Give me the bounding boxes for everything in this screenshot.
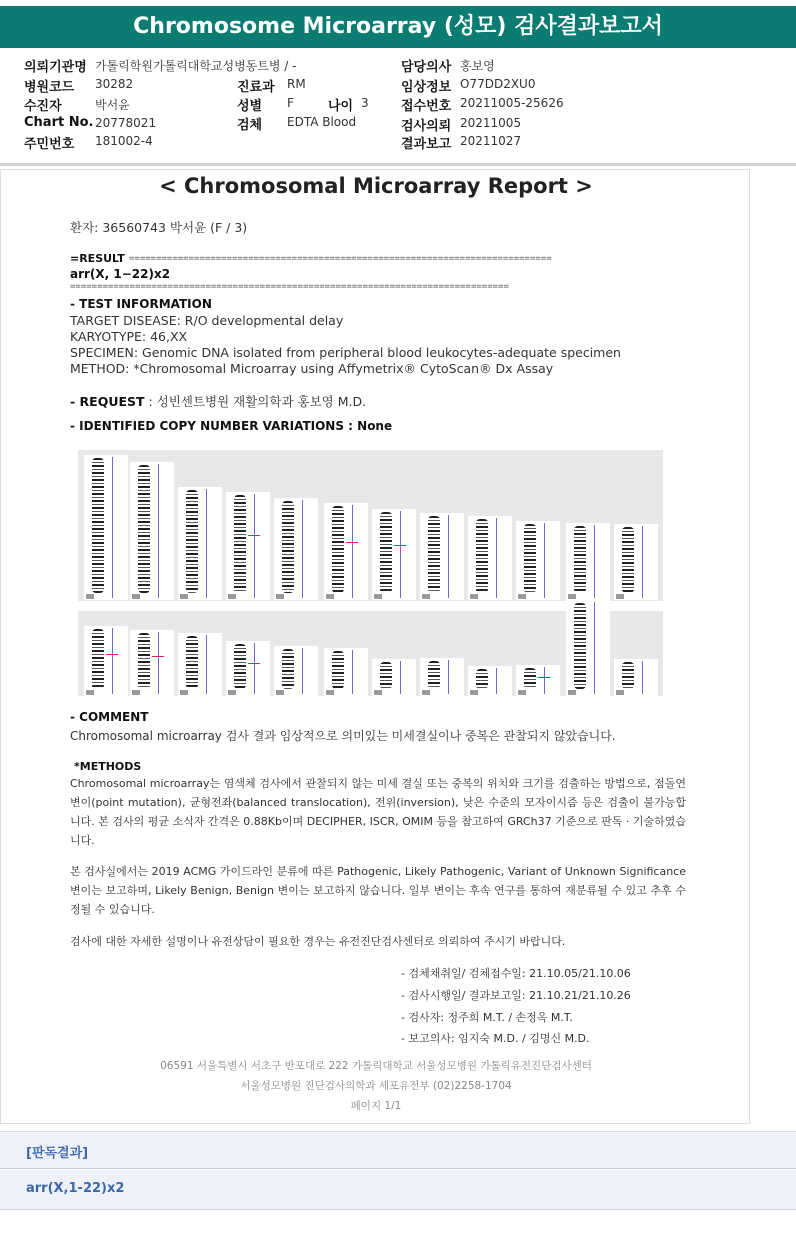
chromosome-tag [228,594,236,599]
info-label-institution: 의뢰기관명 [24,60,87,75]
methods-paragraph-3: 검사에 대한 자세한 설명이나 유전상담이 필요한 경우는 유전진단검사센터로 의뢰하여 주시기 바랍니다. [70,935,566,948]
chromosome-body [186,636,198,689]
chromosome-tag [86,594,94,599]
chromosome-tag [422,594,430,599]
copy-number-line [254,643,255,694]
chromosome-body [524,524,536,593]
chromosome-ideogram [130,462,174,600]
info-label-department: 진료과 [237,80,275,95]
chromosome-body [92,458,104,593]
info-label-patient: 수진자 [24,99,62,114]
signature-line: - 검체채취일/ 검체접수일: 21.10.05/21.10.06 [401,967,631,980]
copy-number-line [302,648,303,694]
chromosome-ideogram [468,516,512,600]
chromosome-body [186,490,198,593]
cnv-heading: - IDENTIFIED COPY NUMBER VARIATIONS : None [70,419,393,433]
chromosome-ideogram [274,498,318,600]
info-value-report-date: 20211027 [460,134,522,148]
info-value-specimen: EDTA Blood [287,115,357,129]
chromosome-body [234,644,246,689]
copy-number-line [544,667,545,694]
info-label-chart-no: Chart No. [24,115,94,130]
info-label-doctor: 담당의사 [401,60,452,75]
copy-number-line [544,523,545,598]
copy-number-line [594,602,595,694]
info-value-doctor: 홍보영 [460,59,495,73]
interpretation-row [0,1170,796,1210]
info-value-patient: 박서윤 [95,98,130,112]
copy-number-line [642,526,643,598]
chromosome-tag [276,594,284,599]
footer-address: 06591 서울특별시 서초구 반포대로 222 가톨릭대학교 서울성모병원 가톨릭유전진단검사센터 [160,1060,592,1072]
test-info-line: METHOD: *Chromosomal Microarray using Affymetrix® CytoScan® Dx Assay [70,361,554,376]
chromosome-body [574,526,586,593]
interpretation-heading: [판독결과] [26,1146,89,1161]
copy-number-line [206,489,207,598]
info-label-request-date: 검사의뢰 [401,119,452,134]
chromosome-ideogram [324,648,368,696]
copy-number-line [400,661,401,694]
copy-number-line [448,660,449,694]
copy-number-line [496,518,497,598]
chromosome-ideogram [420,513,464,600]
chromosome-ideogram [566,600,610,696]
copy-number-line [594,525,595,598]
info-label-age: 나이 [328,99,354,114]
chromosome-body [380,512,392,593]
copy-number-line [302,500,303,598]
chromosome-tag [132,594,140,599]
chromosome-ideogram [274,646,318,696]
chromosome-ideogram [84,626,128,696]
chromosome-body [332,506,344,593]
signature-line: - 검사시행일/ 결과보고일: 21.10.21/21.10.26 [401,989,631,1002]
copy-number-line [352,505,353,598]
marker-line [394,545,406,546]
test-info-line: SPECIMEN: Genomic DNA isolated from peripheral blood leukocytes-adequate specimen [70,345,621,360]
chromosome-tag [374,594,382,599]
chromosome-ideogram [226,492,270,600]
chromosome-tag [228,690,236,695]
chromosome-body [234,495,246,593]
chromosome-ideogram [226,641,270,696]
chromosome-ideogram [130,630,174,696]
copy-number-line [254,494,255,598]
chromosome-tag [180,690,188,695]
chromosome-tag [470,690,478,695]
comment-text: Chromosomal microarray 검사 결과 임상적으로 의미있는 미세결실이나 중복은 관찰되지 않았습니다. [70,729,616,743]
chromosome-tag [568,690,576,695]
chromosome-body [524,668,536,689]
info-label-report-date: 결과보고 [401,137,452,152]
marker-line [346,542,358,543]
request-label: - REQUEST [70,394,145,409]
copy-number-line [112,457,113,598]
chromosome-tag [616,690,624,695]
info-value-resident-no: 181002-4 [95,134,153,148]
report-heading: < Chromosomal Microarray Report > [159,174,593,198]
chromosome-ideogram [372,509,416,600]
copy-number-line [158,632,159,694]
info-label-hospital-code: 병원코드 [24,80,75,95]
chromosome-tag [276,690,284,695]
marker-line [248,663,260,664]
footer-department: 서울성모병원 진단검사의학과 세포유전부 (02)2258-1704 [240,1080,512,1092]
methods-paragraph-1: Chromosomal microarray는 염색체 검사에서 관찰되지 않는 미세 결실 또는 중복의 위치와 크기를 검출하는 방법으로, 점돌연변이(point mutation), 균형전좌(balanced translocation), 전위(inversion), 낮은 수준의 모자이시즘 등은 검출이 불가능합니다. 본 검사의 평균 소식자 간격은 0.88Kb이며 DECIPHER, ISCR, OMIM 등을 참고하여 GRCh37 기준으로 판독 · 기술하였습니다. [70,777,686,847]
chromosome-body [476,519,488,593]
copy-number-line [158,464,159,598]
copy-number-line [642,661,643,694]
copy-number-line [448,515,449,598]
chromosome-body [138,633,150,689]
chromosome-tag [422,690,430,695]
info-value-department: RM [287,77,306,91]
chromosome-ideogram [178,487,222,600]
chromosome-body [476,669,488,689]
comment-heading: - COMMENT [70,710,149,724]
copy-number-line [400,511,401,598]
chromosome-tag [616,594,624,599]
result-rule: ============================================================================== [129,254,552,264]
info-value-institution: 가톨릭학원가톨릭대학교성병동트병 / - [95,59,297,73]
chromosome-body [282,501,294,593]
test-info-heading: - TEST INFORMATION [70,297,212,311]
chromosome-tag [374,690,382,695]
interpretation-header [0,1131,796,1169]
chromosome-tag [132,690,140,695]
copy-number-line [496,668,497,694]
signature-line: - 검사자: 정주희 M.T. / 손정옥 M.T. [401,1011,573,1024]
chromosome-body [574,603,586,689]
copy-number-line [112,628,113,694]
chromosome-ideogram [614,659,658,696]
chromosome-body [428,516,440,593]
info-label-clinical-info: 임상정보 [401,80,452,95]
chromosome-ideogram [468,666,512,696]
test-info-line: KARYOTYPE: 46,XX [70,329,188,344]
page-number: 페이지 1/1 [350,1100,402,1112]
result-value: arr(X, 1−22)x2 [70,267,171,281]
info-value-sex: F [287,96,294,110]
chromosome-ideogram [516,665,560,696]
copy-number-line [352,650,353,694]
info-label-specimen: 검체 [237,118,263,133]
patient-line: 환자: 36560743 박서윤 (F / 3) [70,220,248,235]
chromosome-ideogram [566,523,610,600]
chromosome-body [92,629,104,689]
marker-line [152,656,164,657]
methods-heading: *METHODS [74,760,142,773]
methods-paragraph-2: 본 검사실에서는 2019 ACMG 가이드라인 분류에 따른 Pathogenic, Likely Pathogenic, Variant of Unknown Significance 변이는 보고하며, Likely Benign, Benign 변이는 보고하지 않습니다. 일부 변이는 후속 연구를 통하여 재분류될 수 있고 추후 수정될 수 있습니다. [70,865,686,916]
chromosome-body [282,649,294,689]
chromosome-ideogram [420,658,464,696]
signature-line: - 보고의사: 임지숙 M.D. / 김명신 M.D. [401,1032,590,1045]
chromosome-ideogram [372,659,416,696]
info-label-sex: 성별 [237,99,263,114]
chromosome-tag [86,690,94,695]
chromosome-tag [568,594,576,599]
chromosome-body [380,662,392,689]
chromosome-ideogram [614,524,658,600]
report-title-bar: Chromosome Microarray (성모) 검사결과보고서 [0,6,796,48]
chromosome-tag [518,690,526,695]
patient-info-panel [0,52,796,162]
marker-line [248,535,260,536]
chromosome-tag [518,594,526,599]
chromosome-ideogram [516,521,560,600]
chromosome-tag [180,594,188,599]
karyogram-image [78,450,663,696]
interpretation-value: arr(X,1-22)x2 [26,1181,125,1196]
chromosome-ideogram [84,455,128,600]
divider [0,163,796,166]
chromosome-body [332,651,344,689]
info-value-age: 3 [361,96,369,110]
report-document [0,169,750,1124]
chromosome-body [622,527,634,593]
chromosome-ideogram [324,503,368,600]
test-info-line: TARGET DISEASE: R/O developmental delay [70,313,344,328]
request-value: : 성빈센트병원 재활의학과 홍보영 M.D. [144,394,367,409]
marker-line [106,654,118,655]
chromosome-body [138,465,150,593]
chromosome-body [622,662,634,689]
marker-line [538,677,550,678]
info-value-clinical-info: O77DD2XU0 [460,77,536,91]
chromosome-body [428,661,440,689]
copy-number-line [206,635,207,694]
chromosome-ideogram [178,633,222,696]
result-label: =RESULT [70,252,125,265]
chromosome-tag [326,690,334,695]
chromosome-tag [326,594,334,599]
info-label-receipt-no: 접수번호 [401,99,452,114]
info-label-resident-no: 주민번호 [24,137,75,152]
result-rule-bottom: ================================================================================= [70,282,509,292]
info-value-request-date: 20211005 [460,116,522,130]
info-value-chart-no: 20778021 [95,116,157,130]
info-value-receipt-no: 20211005-25626 [460,96,564,110]
info-value-hospital-code: 30282 [95,77,134,91]
chromosome-tag [470,594,478,599]
